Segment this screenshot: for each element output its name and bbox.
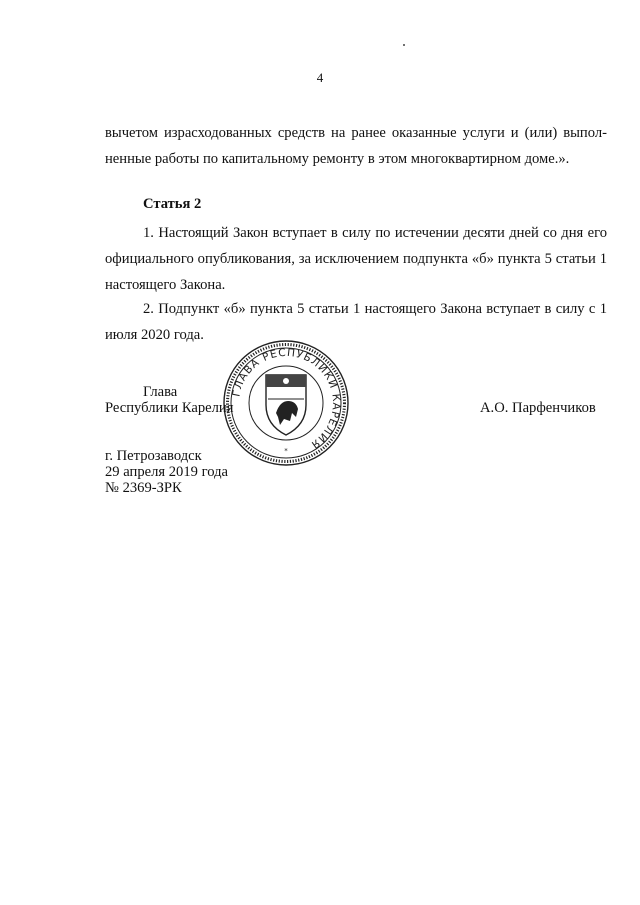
footer-block [105, 448, 228, 496]
signatory-title-line2: Республики Карелия [105, 400, 234, 416]
seal-text: ГЛАВА РЕСПУБЛИКИ КАРЕЛИЯ [230, 346, 343, 451]
article-heading: Статья 2 [143, 196, 202, 212]
continued-paragraph: вычетом израсходованных средств на ранее оказанные услуги и (или) выпол-ненные работы по капитальному ремонту в этом многоквартирном доме.». [105, 125, 607, 167]
footer-city: г. Петрозаводск [105, 448, 202, 464]
signatory-title-line1: Глава [143, 384, 178, 400]
scan-speck [403, 44, 405, 46]
article-paragraph-1: 1. Настоящий Закон вступает в силу по истечении десяти дней со дня его официального опубликования, за исключением подпункта «б» пункта 5 статьи 1 настоящего Закона. [105, 225, 607, 293]
svg-text:*: * [284, 447, 288, 455]
signatory-name: А.О. Парфенчиков [480, 400, 596, 416]
footer-date: 29 апреля 2019 года [105, 464, 228, 480]
article-paragraph-2: 2. Подпункт «б» пункта 5 статьи 1 настоящего Закона вступает в силу с 1 июля 2020 года. [105, 301, 607, 343]
footer-number: № 2369-ЗРК [105, 480, 182, 496]
official-seal [222, 339, 350, 467]
page-number: 4 [316, 70, 324, 85]
coat-of-arms-icon [266, 375, 306, 435]
